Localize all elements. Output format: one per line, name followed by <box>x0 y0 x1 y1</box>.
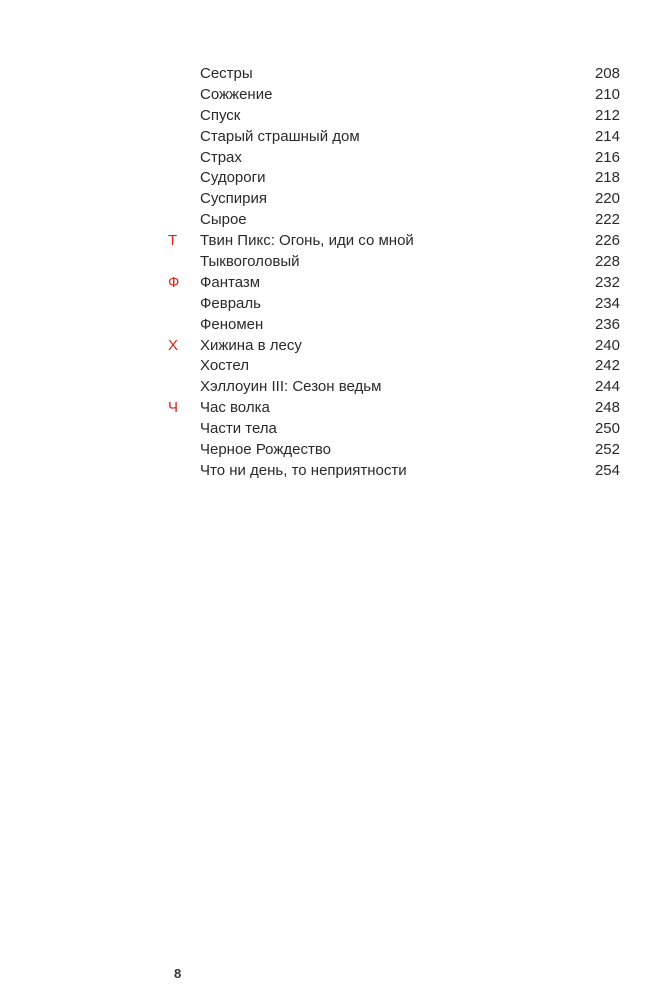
toc-entry-title: Тыквоголовый <box>200 253 300 271</box>
toc-entry <box>160 294 620 315</box>
toc-entry <box>160 210 620 231</box>
toc-entry-page: 208 <box>594 65 620 82</box>
section-letter: Т <box>168 232 178 250</box>
toc-entry <box>160 398 620 419</box>
toc-entry-title: Спуск <box>200 106 241 124</box>
toc-entry <box>160 336 620 357</box>
toc-entry <box>160 315 620 336</box>
toc-entry-page: 222 <box>594 211 620 229</box>
toc-entry-title: Февраль <box>200 294 261 312</box>
toc-entry-page: 236 <box>594 315 620 333</box>
page-number: 8 <box>174 966 182 981</box>
toc-entry-title: Старый страшный дом <box>200 127 360 145</box>
toc-entry <box>160 273 620 294</box>
toc-entry-page: 216 <box>594 148 620 166</box>
toc-entry <box>160 377 620 398</box>
toc-entry-title: Хижина в лесу <box>200 336 302 354</box>
toc-entry-title: Хостел <box>200 357 249 375</box>
toc-entry <box>160 168 620 189</box>
toc-entry-title: Судороги <box>200 169 266 187</box>
toc-entry <box>160 440 620 461</box>
toc-entry-page: 240 <box>594 336 620 354</box>
toc-entry <box>160 419 620 440</box>
toc-entry-page: 244 <box>594 378 620 396</box>
toc-entry <box>160 189 620 210</box>
toc-entry-title: Сырое <box>200 211 247 229</box>
toc-entry-page: 232 <box>594 273 620 291</box>
toc-entry-page: 228 <box>594 253 620 271</box>
toc-entry-page: 220 <box>594 190 620 208</box>
toc-entry-title: Хэллоуин III: Сезон ведьм <box>200 378 382 396</box>
section-letter: Ч <box>168 399 178 417</box>
toc-entry-page: 214 <box>594 127 620 145</box>
toc-entry <box>160 85 620 106</box>
toc-entry-page: 248 <box>594 399 620 417</box>
toc-entry <box>160 148 620 169</box>
toc-entry-title: Фантазм <box>200 273 261 291</box>
section-letter: Х <box>168 336 179 354</box>
toc-entry-page: 254 <box>594 461 620 479</box>
toc-entry-title: Твин Пикс: Огонь, иди со мной <box>200 232 414 250</box>
toc-entry <box>160 356 620 377</box>
toc-entry-title: Сестры <box>200 65 253 82</box>
section-letter: Ф <box>168 273 180 291</box>
toc-entry <box>160 231 620 252</box>
toc-entry <box>160 127 620 148</box>
table-of-contents <box>160 64 620 482</box>
toc-entry <box>160 106 620 127</box>
toc-entry-title: Что ни день, то неприятности <box>200 461 407 479</box>
toc-entry <box>160 461 620 482</box>
toc-entry-page: 212 <box>594 106 620 124</box>
toc-entry-page: 210 <box>594 85 620 103</box>
toc-entry-title: Части тела <box>200 420 277 438</box>
toc-entry-title: Сожжение <box>200 85 273 103</box>
toc-entry-page: 218 <box>594 169 620 187</box>
toc-entry-title: Феномен <box>200 315 264 333</box>
toc-entry <box>160 64 620 85</box>
toc-entry-title: Час волка <box>200 399 270 417</box>
toc-entry-page: 242 <box>594 357 620 375</box>
toc-entry <box>160 252 620 273</box>
toc-entry-title: Суспирия <box>200 190 268 208</box>
toc-entry-page: 226 <box>594 232 620 250</box>
toc-entry-title: Страх <box>200 148 242 166</box>
toc-entry-page: 250 <box>594 420 620 438</box>
toc-entry-page: 234 <box>594 294 620 312</box>
toc-entry-title: Черное Рождество <box>200 441 331 459</box>
toc-entry-page: 252 <box>594 441 620 459</box>
